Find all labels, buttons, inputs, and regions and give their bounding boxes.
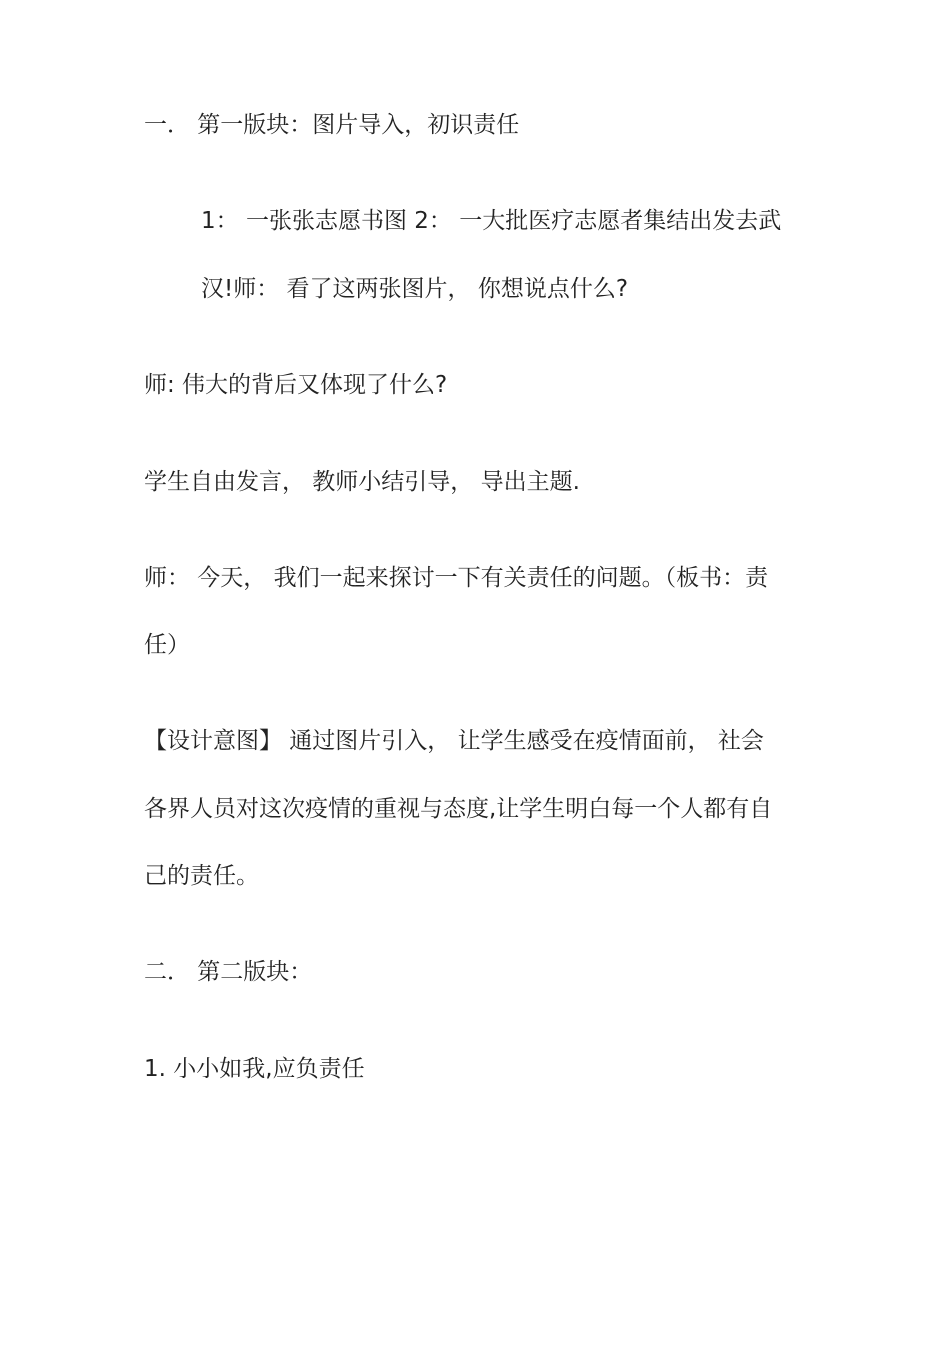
teacher-intro-line1: 师： 今天， 我们一起来探讨一下有关责任的问题。（板书：责 — [144, 565, 769, 591]
section2-item1: 1. 小小如我,应负责任 — [144, 1056, 365, 1082]
design-intent-line3: 己的责任。 — [144, 863, 259, 889]
teacher-question: 师: 伟大的背后又体现了什么? — [144, 372, 448, 398]
teacher-intro-line2: 任） — [144, 632, 190, 658]
section1-heading: 一． 第一版块：图片导入，初识责任 — [144, 112, 520, 138]
design-intent-line1: 【设计意图】 通过图片引入， 让学生感受在疫情面前， 社会 — [144, 728, 764, 754]
student-response: 学生自由发言， 教师小结引导， 导出主题. — [144, 469, 580, 495]
section1-images-line1: 1： 一张张志愿书图 2： 一大批医疗志愿者集结出发去武 — [201, 208, 782, 234]
design-intent-line2: 各界人员对这次疫情的重视与态度,让学生明白每一个人都有自 — [144, 796, 773, 822]
section2-heading: 二． 第二版块： — [144, 959, 313, 985]
section1-images-line2: 汉!师： 看了这两张图片， 你想说点什么? — [201, 276, 629, 302]
